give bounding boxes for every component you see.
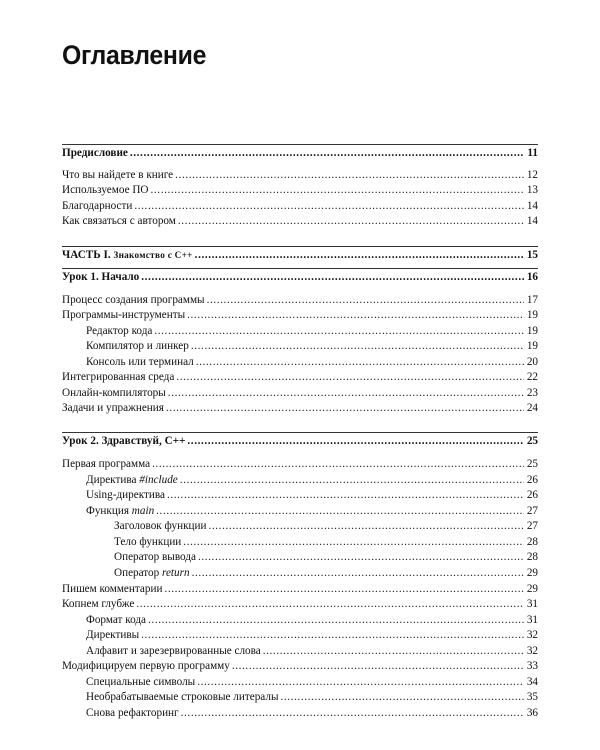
- toc-page-number: 17: [526, 294, 538, 306]
- toc-page-number: 19: [526, 340, 538, 352]
- toc-page-number: 26: [526, 474, 538, 486]
- toc-page-number: 11: [527, 147, 538, 159]
- toc-entry[interactable]: [0, 488, 600, 502]
- toc-entry[interactable]: [0, 199, 600, 213]
- toc-entry-part[interactable]: [0, 248, 600, 262]
- toc-page-number: 20: [526, 356, 538, 368]
- toc-entry[interactable]: [0, 473, 600, 487]
- part-number: ЧАСТЬ I.: [62, 249, 111, 261]
- toc-entry[interactable]: [0, 582, 600, 596]
- toc-page-number: 36: [526, 707, 538, 719]
- toc-entry-label: Директивы: [86, 629, 140, 641]
- toc-entry[interactable]: [0, 535, 600, 549]
- toc-entry[interactable]: [0, 675, 600, 689]
- toc-page-number: 25: [526, 458, 538, 470]
- toc-entry-label: Алфавит и зарезервированные слова: [86, 645, 261, 657]
- toc-page-number: 32: [526, 629, 538, 641]
- toc-page-number: 29: [526, 583, 538, 595]
- toc-entry[interactable]: [0, 355, 600, 369]
- toc-entry-label: Специальные символы: [86, 676, 196, 688]
- toc-entry-label: Заголовок функции: [114, 520, 207, 532]
- toc-entry-label: Using-директива: [86, 489, 165, 501]
- toc-page-number: 15: [526, 249, 538, 261]
- toc-entry-label: Что вы найдете в книге: [62, 169, 174, 181]
- toc-entry[interactable]: [0, 370, 600, 384]
- toc-entry-label: Используемое ПО: [62, 184, 149, 196]
- toc-entry-label: Редактор кода: [86, 325, 153, 337]
- toc-page-number: 27: [526, 505, 538, 517]
- toc-entry[interactable]: [0, 597, 600, 611]
- toc-entry-label: Программы-инструменты: [62, 309, 186, 321]
- toc-entry[interactable]: [0, 690, 600, 704]
- toc-entry-label: Процесс создания программы: [62, 294, 205, 306]
- toc-page-number: 24: [526, 402, 538, 414]
- toc-entry[interactable]: [0, 504, 600, 518]
- toc-entry[interactable]: [0, 457, 600, 471]
- toc-entry[interactable]: [0, 183, 600, 197]
- toc-entry[interactable]: [0, 519, 600, 533]
- toc-entry-lesson[interactable]: [0, 270, 600, 284]
- toc-page-number: 28: [526, 551, 538, 563]
- toc-entry[interactable]: [0, 339, 600, 353]
- toc-entry-label: Модифицируем первую программу: [62, 660, 230, 672]
- section-divider: [62, 432, 538, 433]
- toc-entry-label: Первая программа: [62, 458, 151, 470]
- toc-entry-lesson[interactable]: [0, 434, 600, 448]
- toc-page-number: 25: [526, 435, 538, 447]
- toc-entry-label: Консоль или терминал: [86, 356, 194, 368]
- toc-entry[interactable]: [0, 613, 600, 627]
- toc-page-number: 12: [526, 169, 538, 181]
- toc-page-number: 16: [526, 271, 538, 283]
- toc-entry[interactable]: [0, 706, 600, 720]
- code-term: #include: [139, 474, 178, 486]
- section-divider: [62, 246, 538, 247]
- toc-entry-label: Благодарности: [62, 200, 133, 212]
- toc-page-number: 19: [526, 309, 538, 321]
- toc-page-number: 34: [526, 676, 538, 688]
- toc-page-number: 22: [526, 371, 538, 383]
- toc-entry-label: Интегрированная среда: [62, 371, 175, 383]
- toc-page-number: 14: [526, 215, 538, 227]
- toc-page-number: 33: [526, 660, 538, 672]
- toc-entry[interactable]: [0, 628, 600, 642]
- toc-entry-label: Урок 2. Здравствуй, C++: [62, 435, 186, 447]
- toc-entry[interactable]: [0, 168, 600, 182]
- toc-entry[interactable]: [0, 308, 600, 322]
- part-title: Знакомство с C++: [113, 250, 193, 260]
- toc-entry-label: Задачи и упражнения: [62, 402, 164, 414]
- section-divider: [62, 268, 538, 269]
- toc-entry[interactable]: [0, 550, 600, 564]
- toc-page-number: 14: [526, 200, 538, 212]
- toc-entry-label: Снова рефакторинг: [86, 707, 179, 719]
- toc-page-number: 31: [526, 614, 538, 626]
- toc-page-number: 29: [526, 567, 538, 579]
- toc-entry[interactable]: [0, 293, 600, 307]
- toc-entry-label: Необрабатываемые строковые литералы: [86, 691, 279, 703]
- toc-page-number: 23: [526, 387, 538, 399]
- toc-page-number: 26: [526, 489, 538, 501]
- toc-page-number: 28: [526, 536, 538, 548]
- toc-entry[interactable]: [0, 644, 600, 658]
- toc-page-number: 27: [526, 520, 538, 532]
- toc-entry[interactable]: [0, 566, 600, 580]
- toc-entry[interactable]: [0, 386, 600, 400]
- toc-page-number: 35: [526, 691, 538, 703]
- toc-entry-label: Оператор вывода: [114, 551, 196, 563]
- toc-entry-label: Как связаться с автором: [62, 215, 176, 227]
- toc-entry[interactable]: [0, 324, 600, 338]
- toc-entry-label: Оператор: [114, 567, 163, 579]
- toc-entry-label: Функция: [86, 505, 132, 517]
- toc-page-number: 19: [526, 325, 538, 337]
- toc-page-number: 32: [526, 645, 538, 657]
- toc-entry-label: Онлайн-компиляторы: [62, 387, 166, 399]
- toc-entry-label: Предисловие: [62, 147, 128, 159]
- toc-entry-label: Пишем комментарии: [62, 583, 163, 595]
- code-term: main: [131, 505, 155, 517]
- section-divider: [62, 144, 538, 145]
- toc-entry-preface[interactable]: [0, 146, 600, 160]
- toc-entry-label: Компилятор и линкер: [86, 340, 189, 352]
- code-term: return: [162, 567, 190, 579]
- toc-entry-label: Тело функции: [114, 536, 182, 548]
- toc-entry-label: Формат кода: [86, 614, 147, 626]
- toc-entry[interactable]: [0, 401, 600, 415]
- toc-entry[interactable]: [0, 214, 600, 228]
- toc-entry-label: Урок 1. Начало: [62, 271, 140, 283]
- toc-page-number: 13: [526, 184, 538, 196]
- toc-entry[interactable]: [0, 659, 600, 673]
- toc-entry-label: Директива: [86, 474, 140, 486]
- toc-page-number: 31: [526, 598, 538, 610]
- page-title: Оглавление: [62, 40, 207, 70]
- toc-entry-label: Копнем глубже: [62, 598, 135, 610]
